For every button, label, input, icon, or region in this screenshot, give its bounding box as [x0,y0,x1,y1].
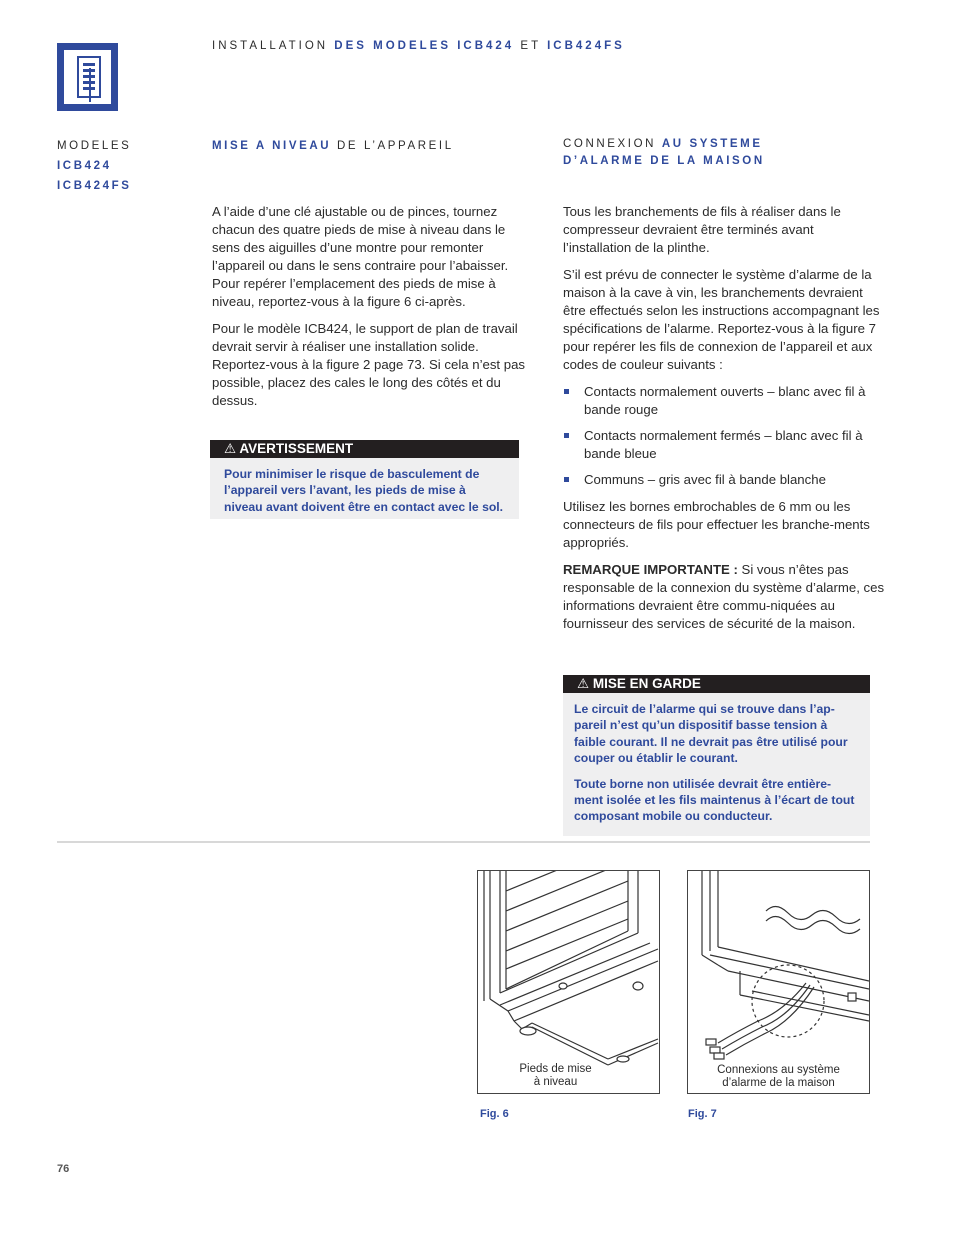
header-connector: ET [520,40,541,52]
sidebar-label: MODELES [57,140,132,152]
warning-body [210,458,519,519]
section-title-leveling [212,136,454,156]
paragraph: Pour le modèle ICB424, le support de plan de travail devrait servir à réaliser une installation solide. Reportez-vous à la figure 2 page 73. Si cela n’est pas possible, placez des cales le long des côtés et du dessus. [212,321,526,408]
sidebar-model-item: ICB424 [57,160,112,172]
important-note [563,561,885,633]
warning-header [210,440,519,458]
list-item: Communs – gris avec fil à bande blanche [563,471,885,489]
paragraph: Utilisez les bornes embrochables de 6 mm ou les connecteurs de fils pour effectuer les branche-ments appropriés. [563,499,870,550]
section-title-bold: D’ALARME DE LA MAISON [563,155,765,167]
figure-alarm-connections [687,870,870,1094]
warning-box [210,440,519,519]
caution-title: MISE EN GARDE [592,676,701,691]
paragraph: A l’aide d’une clé ajustable ou de pinces, tournez chacun des quatre pieds de mise à niveau dans le sens des aiguilles d’une montre pour remonter l’appareil ou dans le sens contraire pour l’abaisser. Pour repérer l’emplacement des pieds de mise à niveau, reportez-vous à la figure 6 ci-après. [212,204,509,309]
divider [57,841,870,843]
list-item: Contacts normalement ouverts – blanc avec fil à bande rouge [563,383,885,419]
paragraph: S’il est prévu de connecter le système d’alarme de la maison à la cave à vin, les branchements devraient être effectués selon les instructions accompagnant les spécifications de l’alarme. Reportez-vous à la figure 7 pour repérer les fils de connexion de l’appareil et aux codes de couleur suivants : [563,267,880,372]
header-models-2: ICB424FS [547,40,625,52]
bullet-square-icon [564,433,569,438]
sidebar-models [57,136,132,196]
color-code-list [563,383,885,489]
alarm-connections-illustration [688,871,869,1093]
section-title-plain: CONNEXION [563,138,657,150]
page-number: 76 [57,1163,70,1175]
alarm-body [563,203,885,642]
brand-logo-icon [57,43,118,111]
list-item: Contacts normalement fermés – blanc avec fil à bande bleue [563,427,885,463]
leveling-legs-illustration [478,871,659,1093]
caution-box [563,675,870,836]
caution-header [563,675,870,693]
header-prefix: INSTALLATION [212,40,329,52]
leveling-body [212,203,530,419]
section-title-bold: MISE A NIVEAU [212,140,332,152]
section-title-alarm [563,136,765,170]
caution-text: Toute borne non utilisée devrait être entière-ment isolée et les fils maintenus à l’écart de tout composant mobile ou conducteur. [574,776,855,824]
warning-icon: ⚠ [224,441,237,456]
figure-caption: Pieds de mise à niveau [519,1063,592,1088]
caution-text: Le circuit de l’alarme qui se trouve dans l’ap-pareil n’est qu’un dispositif basse tension à faible courant. Il ne devrait pas être utilisé pour couper ou établir le courant. [574,702,848,766]
paragraph: Tous les branchements de fils à réaliser dans le compresseur devraient être terminés avant l’installation de la plinthe. [563,204,841,255]
warning-text: Pour minimiser le risque de basculement de l’appareil vers l’avant, les pieds de mise à niveau avant doivent être en contact avec le sol. [224,467,504,514]
caution-body [563,693,870,836]
header-models-1: DES MODELES ICB424 [334,40,515,52]
figure-label: Fig. 7 [688,1108,717,1120]
figure-label: Fig. 6 [480,1108,509,1120]
important-note-text: Si vous n’êtes pas responsable de la connexion du système d’alarme, ces informations devraient être commu-niquées au fournisseur des services de sécurité de la maison. [563,562,885,631]
section-title-bold: AU SYSTEME [661,138,763,150]
important-note-label: REMARQUE IMPORTANTE : [563,562,738,577]
sidebar-model-item: ICB424FS [57,180,132,192]
figure-leveling-legs [477,870,660,1094]
warning-title: AVERTISSEMENT [239,441,354,456]
figure-caption: Connexions au système d’alarme de la maison [717,1064,840,1089]
page-header [212,40,625,52]
bullet-square-icon [564,389,569,394]
bullet-square-icon [564,477,569,482]
section-title-rest: DE L’APPAREIL [337,140,454,152]
warning-icon: ⚠ [577,676,590,691]
